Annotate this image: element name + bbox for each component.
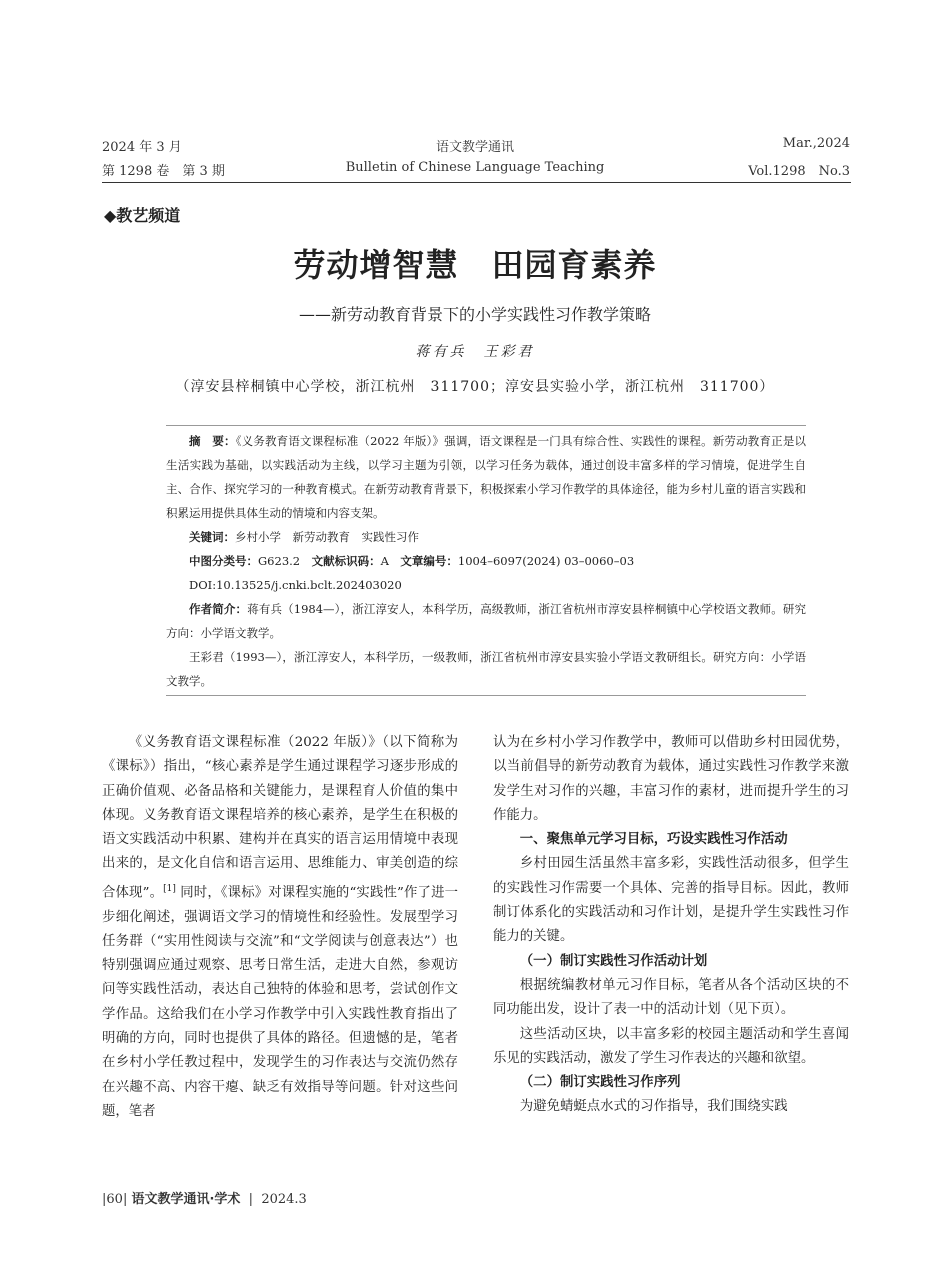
article-authors: 蒋有兵 王彩君	[415, 344, 535, 360]
abstract-text: 《义务教育语文课程标准（2022 年版）》强调，语文课程是一门具有综合性、实践性的课程。新劳动教育正是以生活实践为基础，以实践活动为主线，以学习主题为引领，以学习任务为载体，通过创设丰富多样的学习情境，促进学生自主、合作、探究学习的一种教育模式。在新劳动教育背景下，积极探索小学习作教学的具体途径，能为乡村儿童的语言实践和积累运用提供具体生动的情境和内容支架。	[166, 434, 807, 520]
abstract	[166, 429, 806, 525]
page-number: 60	[106, 1192, 123, 1207]
footer-issue: 2024.3	[261, 1192, 307, 1207]
author-bio-2: 王彩君（1993—），浙江淳安人，本科学历，一级教师，浙江省杭州市淳安县实验小学语文教研组长。研究方向：小学语文教学。	[166, 650, 806, 688]
article-subtitle: ——新劳动教育背景下的小学实践性习作教学策略	[298, 305, 651, 324]
clc-value: G623.2	[258, 554, 301, 568]
article-affiliation: （淳安县梓桐镇中心学校，浙江杭州 311700；淳安县实验小学，浙江杭州 311700）	[175, 379, 775, 395]
body-paragraph: 乡村田园生活虽然丰富多彩，实践性活动很多，但学生的实践性习作需要一个具体、完善的指导目标。因此，教师制订体系化的实践活动和习作计划，是提升学生实践性习作能力的关键。	[493, 856, 849, 945]
bio-label: 作者简介：	[189, 602, 248, 616]
body-left-column	[102, 731, 458, 1124]
left-p1-b: 同时，《课标》对课程实施的“实践性”作了进一步细化阐述，强调语文学习的情境性和经验性。发展型学习任务群（“实用性阅读与交流”和“文学阅读与创意表达”）也特别强调应通过观察、思考日常生活，走进大自然，参观访问等实践性活动，表达自己独特的体验和思考，尝试创作文学作品。这给我们在小学习作教学中引入实践性教育指出了明确的方向，同时也提供了具体的路径。但遗憾的是，笔者在乡村小学任教过程中，发现学生的习作表达与交流仍然存在兴趣不高、内容干瘪、缺乏有效指导等问题。针对这些问题，笔者	[102, 885, 458, 1119]
bio1-text: 蒋有兵（1984—），浙江淳安人，本科学历，高级教师，浙江省杭州市淳安县梓桐镇中心学校语文教师。研究方向：小学语文教学。	[166, 602, 807, 640]
keywords	[166, 525, 806, 549]
article-title: 劳动增智慧 田园育素养	[293, 246, 657, 284]
body-paragraph	[102, 731, 458, 1124]
header-volume-en: Vol.1298 No.3	[748, 164, 850, 179]
abstract-block	[166, 429, 806, 693]
abstract-bottom-rule	[166, 695, 806, 696]
keywords-text: 乡村小学 新劳动教育 实践性习作	[235, 530, 419, 544]
article-no-value: 1004–6097(2024) 03–0060–03	[457, 554, 635, 568]
doc-code-label: 文献标识码：	[311, 554, 381, 568]
abstract-top-rule	[166, 425, 806, 426]
body-paragraph: 这些活动区块，以丰富多彩的校园主题活动和学生喜闻乐见的实践活动，激发了学生习作表达的兴趣和欲望。	[493, 1026, 849, 1066]
header-date-en: Mar.,2024	[782, 136, 850, 151]
keywords-label: 关键词：	[189, 530, 235, 544]
abstract-label: 摘 要：	[189, 434, 236, 448]
author-bio-1	[166, 597, 806, 645]
body-paragraph: 为避免蜻蜓点水式的习作指导，我们围绕实践	[519, 1099, 788, 1115]
heading-1: 一、聚焦单元学习目标，巧设实践性习作活动	[519, 832, 788, 848]
left-p1-a: 《义务教育语文课程标准（2022 年版）》（以下简称为《课标》）指出，“核心素养是学生通过课程学习逐步形成的正确价值观、必备品格和关键能力，是课程育人价值的集中体现。义务教育语文课程培养的核心素养，是学生在积极的语文实践活动中积累、建构并在真实的语言运用情境中表现出来的，是文化自信和语言运用、思维能力、审美创造的综合体现”。	[102, 735, 458, 901]
header-journal-en: Bulletin of Chinese Language Teaching	[345, 160, 605, 175]
header-journal-cn: 语文教学通讯	[435, 140, 514, 155]
header-date: 2024 年 3 月	[102, 140, 182, 155]
body-paragraph: 认为在乡村小学习作教学中，教师可以借助乡村田园优势，以当前倡导的新劳动教育为载体，通过实践性习作教学来激发学生对习作的兴趣，丰富习作的素材，进而提升学生的习作能力。	[493, 735, 849, 823]
body-right-column	[493, 731, 849, 1120]
header-rule	[102, 182, 851, 183]
article-no-label: 文章编号：	[400, 554, 458, 568]
doc-code-value: A	[380, 554, 389, 568]
doi: DOI:10.13525/j.cnki.bclt.202403020	[189, 578, 402, 592]
page-footer: |60| 语文教学通讯·学术 | 2024.3	[102, 1192, 307, 1207]
header-volume: 第 1298 卷 第 3 期	[102, 164, 225, 179]
heading-3: （二）制订实践性习作序列	[519, 1075, 681, 1091]
clc-label: 中图分类号：	[189, 554, 258, 568]
body-paragraph: 根据统编教材单元习作目标，笔者从各个活动区块的不同功能出发，设计了表一中的活动计划（见下页）。	[493, 977, 849, 1018]
section-label: ◆教艺频道	[104, 206, 181, 225]
reference-marker: [1]	[163, 883, 176, 894]
heading-2: （一）制订实践性习作活动计划	[519, 953, 708, 969]
classification	[166, 549, 806, 573]
footer-journal: 语文教学通讯·学术	[131, 1192, 241, 1207]
